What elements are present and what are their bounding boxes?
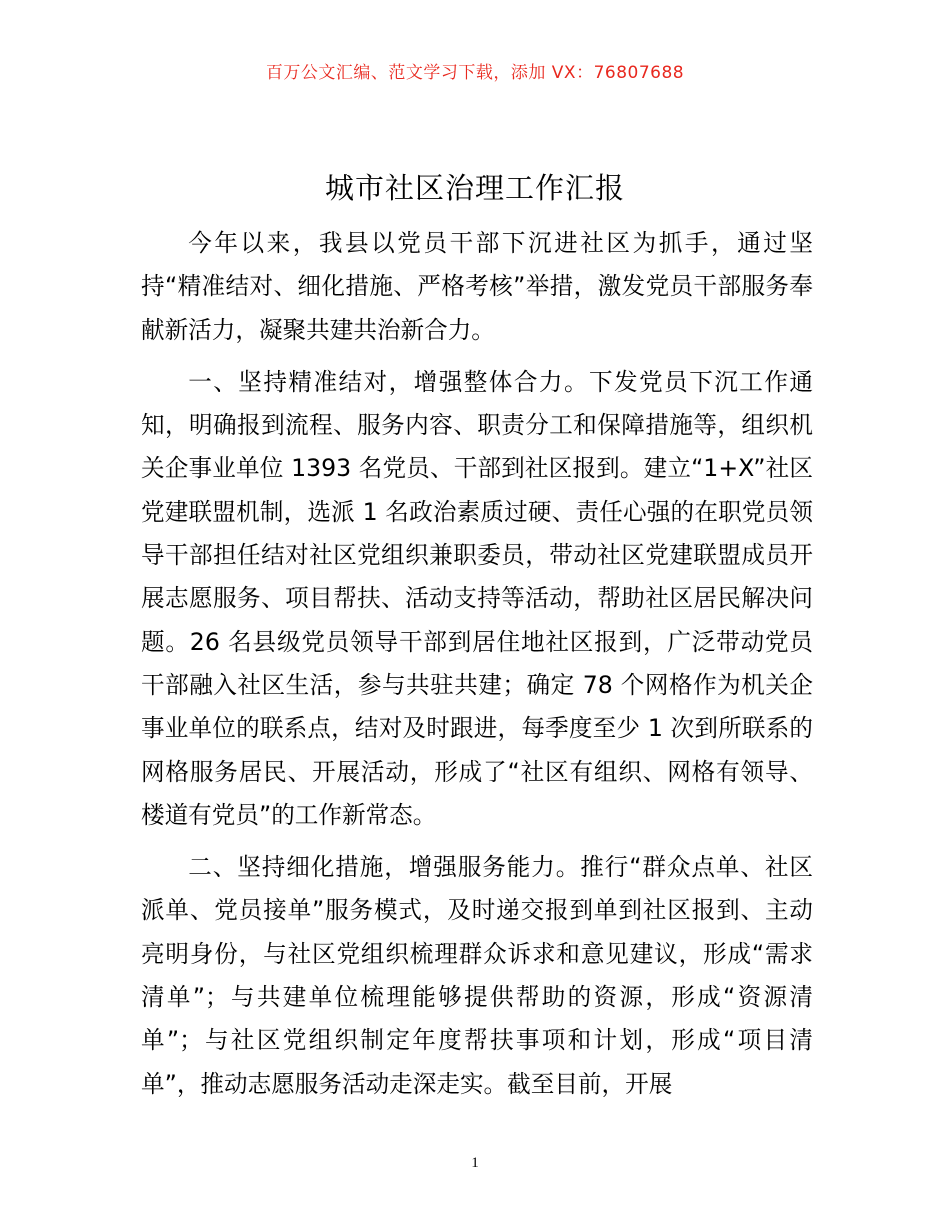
paragraph-section-1: 一、坚持精准结对，增强整体合力。下发党员下沉工作通知，明确报到流程、服务内容、职责分工和保障措施等，组织机关企事业单位 1393 名党员、干部到社区报到。建立“1+X”社区党建联盟机制，选派 1 名政治素质过硬、责任心强的在职党员领导干部担任结对社区党组织兼职委员，带动社区党建联盟成员开展志愿服务、项目帮扶、活动支持等活动，帮助社区居民解决问题。26 名县级党员领导干部到居住地社区报到，广泛带动党员干部融入社区生活，参与共驻共建；确定 78 个网格作为机关企事业单位的联系点，结对及时跟进，每季度至少 1 次到所联系的网格服务居民、开展活动，形成了“社区有组织、网格有领导、楼道有党员”的工作新常态。 (141, 367, 813, 829)
paragraph-intro: 今年以来，我县以党员干部下沉进社区为抓手，通过坚持“精准结对、细化措施、严格考核”举措，激发党员干部服务奉献新活力，凝聚共建共治新合力。 (141, 229, 813, 344)
paragraph-section-2: 二、坚持细化措施，增强服务能力。推行“群众点单、社区派单、党员接单”服务模式，及时递交报到单到社区报到、主动亮明身份，与社区党组织梳理群众诉求和意见建议，形成“需求清单”；与共建单位梳理能够提供帮助的资源，形成“资源清单”；与社区党组织制定年度帮扶事项和计划，形成“项目清单”，推动志愿服务活动走深走实。截至目前，开展 (141, 853, 813, 1098)
page-number: 1 (471, 1155, 479, 1171)
document-body (141, 222, 813, 1115)
header-banner: 百万公文汇编、范文学习下载，添加 VX：76807688 (265, 63, 685, 83)
document-title: 城市社区治理工作汇报 (324, 171, 625, 205)
